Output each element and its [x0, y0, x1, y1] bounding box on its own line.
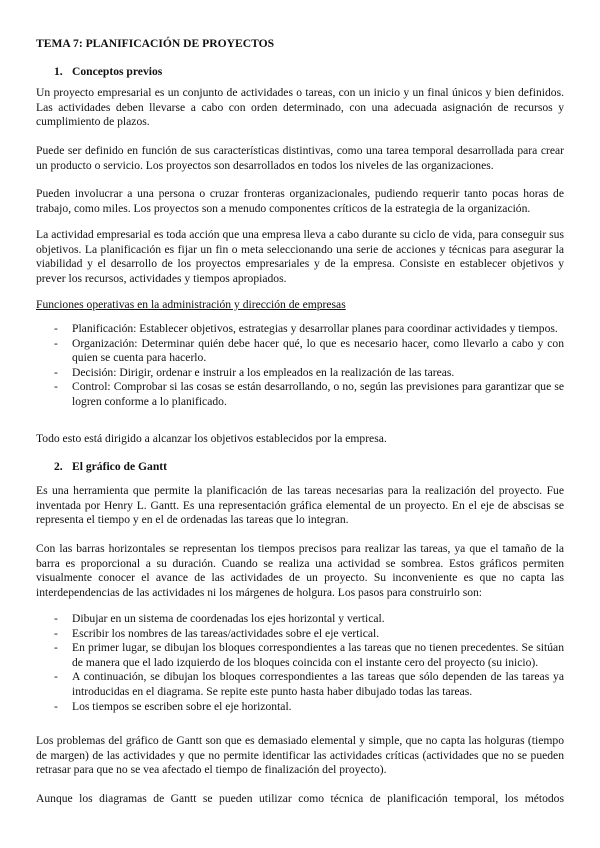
list-item: - Dibujar en un sistema de coordenadas los ejes horizontal y vertical.	[54, 612, 385, 625]
section-2-number: 2.	[54, 460, 63, 473]
paragraph: Pueden involucrar a una persona o cruzar fronteras organizacionales, pudiendo requerir tanto pocas horas de trabajo, como miles. Los proyectos son a menudo componentes críticos de la estrategia de la organización.	[36, 187, 564, 215]
functions-heading: Funciones operativas en la administración y dirección de empresas	[36, 298, 346, 311]
list-item: - Escribir los nombres de las tareas/actividades sobre el eje vertical.	[54, 626, 380, 640]
section-2-heading-text: El gráfico de Gantt	[72, 460, 167, 473]
section-1-heading	[54, 65, 582, 80]
section-2-heading	[54, 460, 582, 475]
paragraph: Con las barras horizontales se representan los tiempos precisos para realizar las tareas, ya que el tamaño de la barra es proporcional a su duración. Cuando se realiza una actividad se sombrea. Estos gráficos permiten visualmente conocer el avance de las actividades de un proyecto. Su inconveniente es que no capta las interdependencias de las actividades ni los márgenes de holgura. Los pasos para construirlo son:	[36, 542, 564, 599]
paragraph: Es una herramienta que permite la planificación de las tareas necesarias para la realización del proyecto. Fue inventada por Henry L. Gantt. Es una representación gráfica elemental de un proyecto. En el eje de abscisas se representa el tiempo y en el de ordenadas las tareas que lo integran.	[36, 484, 564, 527]
list-item: - Organización: Determinar quién debe hacer qué, lo que es necesario hacer, como llevarlo a cabo y con quien se cuenta para hacerlo.	[54, 336, 564, 365]
list-item: - Los tiempos se escriben sobre el eje horizontal.	[54, 699, 292, 713]
paragraph: La actividad empresarial es toda acción que una empresa lleva a cabo durante su ciclo de vida, para conseguir sus objetivos. La planificación es fijar un fin o meta seleccionando una serie de acciones y técnicas para asegurar la viabilidad y el desarrollo de los proyectos empresariales y de la empresa. Consiste en establecer objetivos y prever los recursos, actividades y tiempos apropiados.	[36, 228, 564, 285]
document-title: TEMA 7: PLANIFICACIÓN DE PROYECTOS	[36, 37, 275, 50]
section-1-heading-text: Conceptos previos	[72, 65, 163, 78]
list-item: - Planificación: Establecer objetivos, estrategias y desarrollar planes para coordinar actividades y tiempos.	[54, 322, 558, 335]
section-1-number: 1.	[54, 65, 63, 78]
list-item: - A continuación, se dibujan los bloques correspondientes a las tareas que sólo dependen de las tareas ya introducidas en el diagrama. Se repite este punto hasta haber dibujado todas las tareas.	[54, 670, 564, 698]
list-item: - Decisión: Dirigir, ordenar e instruir a los empleados en la realización de las tareas.	[54, 365, 455, 379]
gantt-steps-list	[54, 612, 564, 714]
list-item: - Control: Comprobar si las cosas se están desarrollando, o no, según las previsiones para garantizar que se logren conforme a lo planificado.	[54, 380, 564, 408]
paragraph: Los problemas del gráfico de Gantt son que es demasiado elemental y simple, que no capta las holguras (tiempo de margen) de las actividades y que no permite identificar las actividades críticas (actividades que no se pueden retrasar para que no se vea afectado el tiempo de finalización del proyecto).	[36, 734, 564, 777]
paragraph: Un proyecto empresarial es un conjunto de actividades o tareas, con un inicio y un final únicos y bien definidos. Las actividades deben llevarse a cabo con orden determinado, con una adecuada asignación de recursos y cumplimiento de plazos.	[36, 86, 564, 129]
paragraph: Aunque los diagramas de Gantt se pueden utilizar como técnica de planificación temporal, los métodos	[36, 792, 564, 805]
list-item: - En primer lugar, se dibujan los bloques correspondientes a las tareas que no tienen precedentes. Se sitúan de manera que el lado izquierdo de los bloques coincida con el instante cero del proyecto (su inicio).	[54, 641, 564, 669]
paragraph: Todo esto está dirigido a alcanzar los objetivos establecidos por la empresa.	[36, 432, 387, 445]
paragraph: Puede ser definido en función de sus características distintivas, como una tarea temporal desarrollada para crear un producto o servicio. Los proyectos son desarrollados en todos los niveles de las organizaciones.	[36, 144, 564, 172]
functions-list	[54, 322, 564, 410]
